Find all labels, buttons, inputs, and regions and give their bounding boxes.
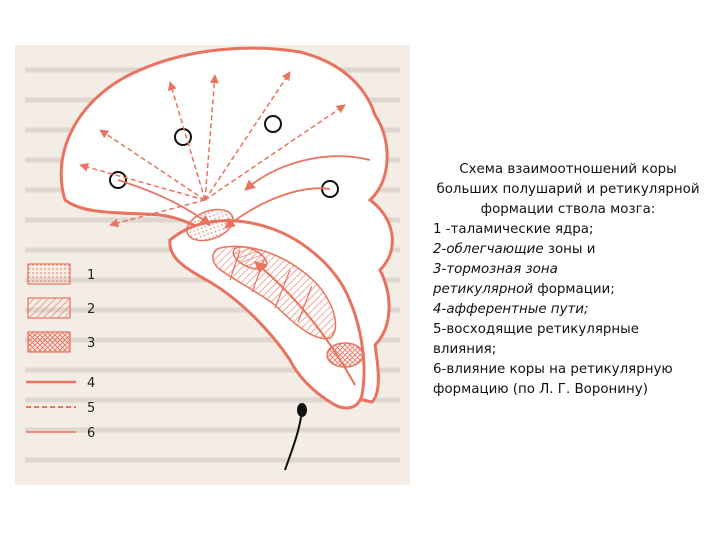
caption-item [433,300,703,320]
legend-label-2: 2 [87,302,96,317]
legend-label-5: 5 [87,401,96,416]
caption-item [433,320,703,360]
legend-swatch-1 [28,264,70,284]
legend-label-4: 4 [87,376,96,391]
caption-item-text: восходящие ретикулярные влияния; [433,322,639,357]
cortical-neuron [265,116,281,132]
caption-item [433,260,703,280]
caption-item-text: 4-афферентные пути; [433,302,589,317]
caption-title: Схема взаимоотношений коры больших полушарий и ретикулярной формации ствола мозга: [436,162,700,217]
caption [433,160,703,400]
caption-item-text: 1 -таламические ядра; [433,222,594,237]
legend-label-1: 1 [87,268,96,283]
caption-item [433,240,703,260]
caption-item [433,360,703,400]
caption-item-text: -влияние коры на ретикулярную формацию (по Л. Г. Воронину) [433,362,673,397]
caption-item [433,280,703,300]
legend-swatch-3 [28,332,70,352]
legend-swatch-2 [28,298,70,318]
caption-item-text: 5- [433,322,447,337]
caption-item-text: зоны и [543,242,596,257]
caption-item-text: формации; [533,282,615,297]
cerebellum-dot [297,403,307,417]
caption-item [433,220,703,240]
caption-item-text: 3-тормозная зона [433,262,558,277]
caption-list [433,220,703,400]
caption-item-text: 2-облегчающие [433,242,544,257]
legend-label-3: 3 [87,336,96,351]
caption-item-text: ретикулярной [433,282,534,297]
caption-item-text: 6 [433,362,442,377]
legend-label-6: 6 [87,426,96,441]
